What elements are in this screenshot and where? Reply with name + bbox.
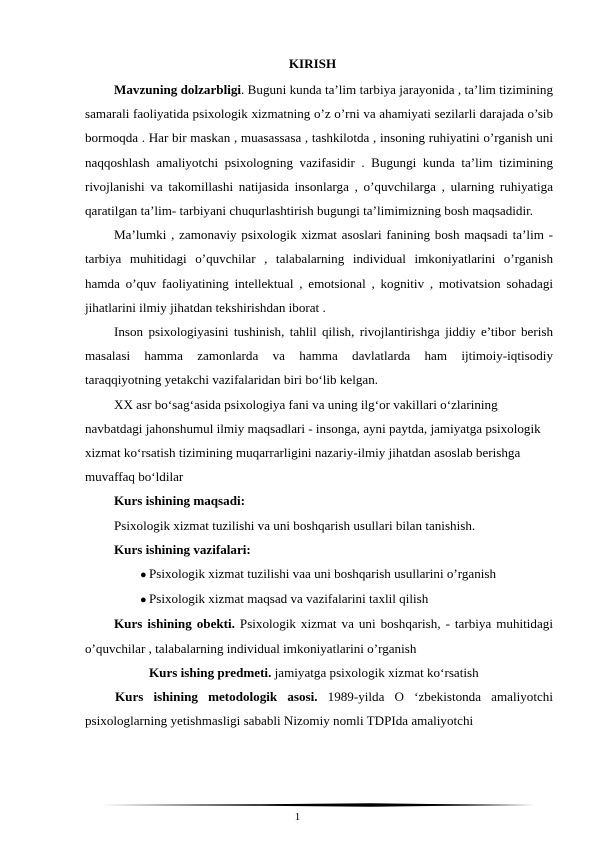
subject-text: jamiyatga psixologik xizmat ko‘rsatish	[271, 664, 479, 680]
object-text: Psixologik xizmat va uni boshqarish, - tarbiya muhitidagi o’quvchilar , talabalarning individual imkoniyatlarini o’rganish	[85, 616, 553, 656]
paragraph-relevance	[85, 78, 553, 223]
paragraph-xx-century: XX asr bo‘sag‘asida psixologiya fani va uning ilg‘or vakillari o‘zlarining navbatdagi jahonshumul ilmiy maqsadlari - insonga, ayni paytda, jamiyatga psixologik xizmat ko‘rsatish tizimining muqarrarligini nazariy-ilmiy jihatdan asoslab berishga muvaffaq bo‘ldilar	[85, 396, 541, 485]
tasks-heading: Kurs ishining vazifalari:	[114, 541, 251, 557]
goal-heading-line	[85, 489, 553, 513]
task-item	[85, 562, 553, 587]
task-item-text: Psixologik xizmat maqsad va vazifalarini taxlil qilish	[149, 591, 429, 607]
relevance-heading: Mavzuning dolzarbligi	[114, 82, 242, 97]
page-number: 1	[294, 811, 301, 823]
task-item	[85, 587, 553, 612]
subject-heading: Kurs ishing predmeti.	[149, 664, 272, 680]
bullet-icon: ●	[140, 594, 147, 607]
body-text	[85, 78, 553, 733]
paragraph-object	[85, 612, 553, 660]
goal-text: Psixologik xizmat tuzilishi va uni boshqarish usullari bilan tanishish.	[114, 517, 476, 533]
page-title: KIRISH	[288, 56, 337, 71]
paragraph-goal-of-science: Ma’lumki , zamonaviy psixologik xizmat asoslari fanining bosh maqsadi ta’lim - tarbiya muhitidagi o’quvchilar , talabalarning individual imkoniyatlarini o’rganish hamda o’quv faoliyatining intellektual , emotsional , kognitiv , motivatsion sohadagi jihatlarini ilmiy jihatdan tekshirishdan iborat .	[85, 227, 553, 315]
task-item-text: Psixologik xizmat tuzilishi vaa uni boshqarish usullarini o’rganish	[149, 566, 497, 582]
footer-divider	[100, 802, 535, 808]
tasks-heading-line	[85, 538, 553, 562]
relevance-text: . Buguni kunda ta’lim tarbiya jarayonida , ta’lim tizimining samarali faoliyatida psixologik xizmatning o’z o’rni va ahamiyati sezilarli darajada o’sib bormoqda . Har bir maskan , muasassasa , tashkilotda , insoning ruhiyatini o’rganish uni naqqoshlash amaliyotchi psixologning vazifasidir . Bugungi kunda ta’lim tizimining rivojlanishi va takomillashi natijasida insonlarga , o’quvchilarga , ularning ruhiyatiga qaratilgan ta’lim- tarbiyani chuqurlashtirish bugungi ta’limimizning bosh maqsadidir.	[85, 82, 553, 219]
paragraph-human-psychology: Inson psixologiyasini tushinish, tahlil qilish, rivojlantirishga jiddiy e’tibor berish masalasi hamma zamonlarda va hamma davlatlarda ham ijtimoiy-iqtisodiy taraqqiyotning yetakchi vazifalaridan biri bo‘lib kelgan.	[85, 324, 553, 388]
object-heading: Kurs ishining obekti.	[114, 616, 235, 632]
paragraph-subject	[85, 661, 553, 685]
goal-heading: Kurs ishining maqsadi:	[114, 493, 245, 509]
method-heading: Kurs ishining metodologik asosi.	[115, 689, 318, 705]
method-text: 1989-yilda O ‘zbekistonda amaliyotchi psixologlarning yetishmasligi sababli Nizomiy nomli TDPIda amaliyotchi	[85, 689, 553, 729]
paragraph-method	[85, 685, 553, 733]
bullet-icon: ●	[140, 569, 147, 582]
